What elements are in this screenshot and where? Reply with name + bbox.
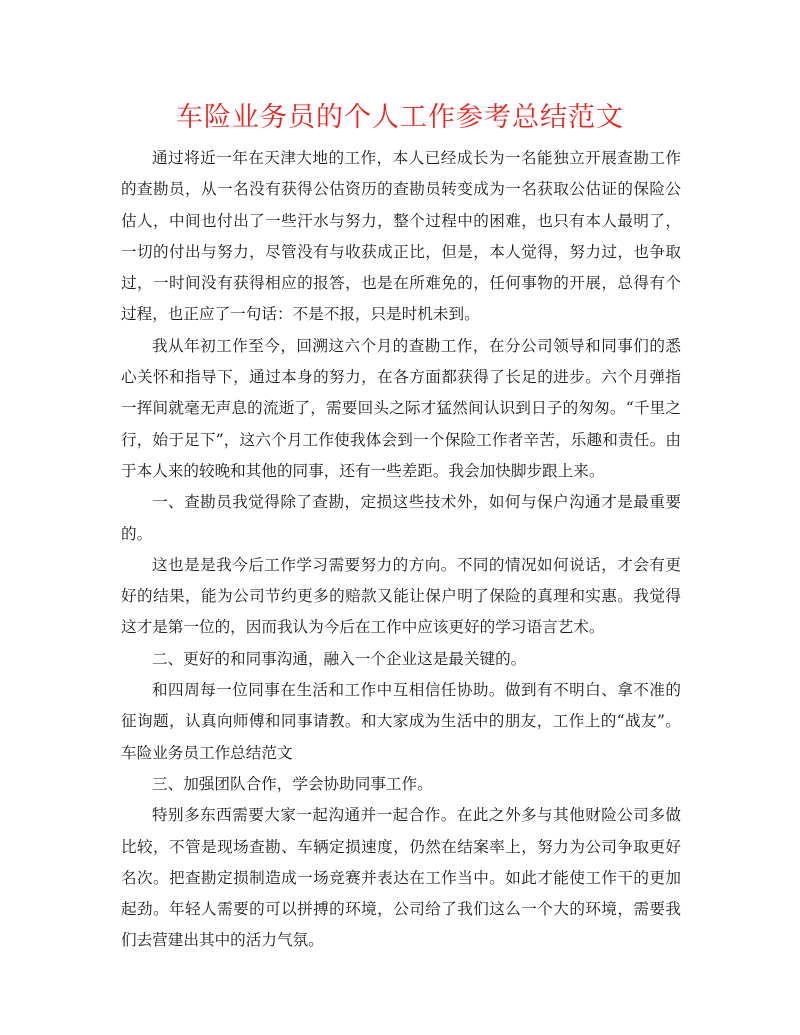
paragraph-7: 三、加强团队合作，学会协助同事工作。	[152, 774, 433, 793]
paragraph-4: 这也是是我今后工作学习需要努力的方向。不同的情况如何说话，才会有更好的结果，能为公司节约更多的赔款又能让保户明了保险的真理和实惠。我觉得这才是第一位的，因而我认为今后在工作中应该更好的学习语言艺术。	[121, 555, 681, 637]
document-body	[121, 143, 681, 957]
paragraph-3: 一、查勘员我觉得除了查勘，定损这些技术外，如何与保户沟通才是最重要的。	[121, 493, 681, 543]
paragraph-5: 二、更好的和同事沟通，融入一个企业这是最关键的。	[152, 649, 527, 668]
paragraph-8: 特别多东西需要大家一起沟通并一起合作。在此之外多与其他财险公司多做比较，不管是现场查勘、车辆定损速度，仍然在结案率上，努力为公司争取更好名次。把查勘定损制造成一场竞赛并表达在工作当中。如此才能使工作干的更加起劲。年轻人需要的可以拼搏的环境，公司给了我们这么一个大的环境，需要我们去营建出其中的活力气氛。	[121, 806, 681, 950]
paragraph-2: 我从年初工作至今，回溯这六个月的查勘工作，在分公司领导和同事们的悉心关怀和指导下，通过本身的努力，在各方面都获得了长足的进步。六个月弹指一挥间就毫无声息的流逝了，需要回头之际才猛然间认识到日子的匆匆。“千里之行，始于足下”，这六个月工作使我体会到一个保险工作者辛苦，乐趣和责任。由于本人来的较晚和其他的同事，还有一些差距。我会加快脚步跟上来。	[121, 336, 681, 480]
paragraph-1: 通过将近一年在天津大地的工作，本人已经成长为一名能独立开展查勘工作的查勘员，从一名没有获得公估资历的查勘员转变成为一名获取公估证的保险公估人，中间也付出了一些汗水与努力，整个过程中的困难，也只有本人最明了，一切的付出与努力，尽管没有与收获成正比，但是，本人觉得，努力过，也争取过，一时间没有获得相应的报答，也是在所难免的，任何事物的开展，总得有个过程，也正应了一句话：不是不报，只是时机未到。	[121, 149, 681, 324]
paragraph-6: 和四周每一位同事在生活和工作中互相信任协助。做到有不明白、拿不准的征询题，认真向师傅和同事请教。和大家成为生活中的朋友，工作上的“战友”。车险业务员工作总结范文	[121, 681, 681, 762]
document-title: 车险业务员的个人工作参考总结范文	[176, 102, 624, 133]
